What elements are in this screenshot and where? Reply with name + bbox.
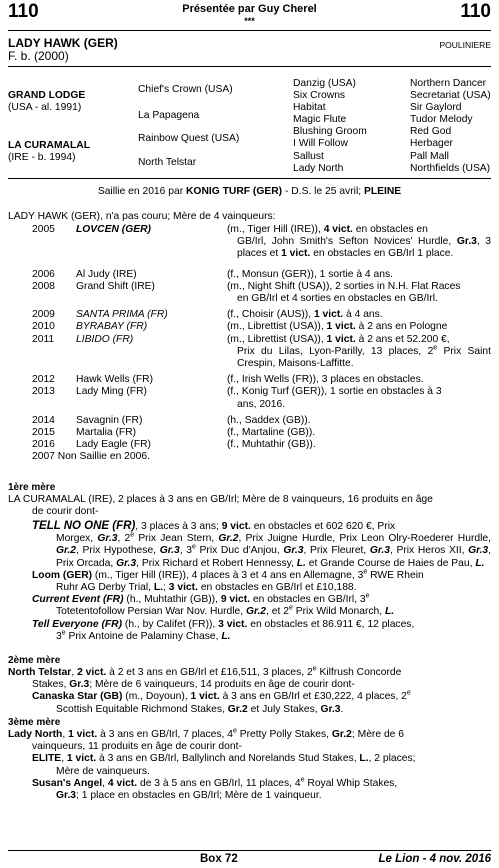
section-first-dam: 1ère mère xyxy=(8,482,56,493)
produce-name: Lady Eagle (FR) xyxy=(76,439,151,451)
produce-name: SANTA PRIMA (FR) xyxy=(76,309,168,321)
section-third-dam: 3ème mère xyxy=(8,717,61,728)
produce-row xyxy=(8,269,491,281)
second-dam-text: North Telstar, 2 vict. à 2 et 3 ans en GB/Irl et £16,511, 3 places, 2e Kilfrush Concorde Stakes, Gr.3; Mère de 6 vainqueurs, 14 produits en âge de courir dont- Canaska Star (GB) (m., Doyoun), 1 vict. à 3 ans en GB/Irl et £30,222, 4 places, 2e Scottish Equitable Richmond Stakes, Gr.2 et July Stakes, Gr.3. xyxy=(8,665,411,715)
pedigree-gen3: Lady North xyxy=(293,163,344,174)
pedigree-gen3: Sallust xyxy=(293,151,324,162)
produce-row xyxy=(8,374,491,386)
non-saillie: 2007 Non Saillie en 2006. xyxy=(32,451,150,463)
horse-desc: F. b. (2000) xyxy=(8,49,69,63)
covering-line xyxy=(0,186,499,198)
produce-row xyxy=(8,334,491,371)
produce-name: LIBIDO (FR) xyxy=(76,333,134,345)
produce-row xyxy=(8,451,491,463)
produce-year: 2005 xyxy=(32,224,55,235)
produce-year: 2014 xyxy=(32,414,55,426)
produce-desc: (f., Choisir (AUS)), 1 vict. à 4 ans. xyxy=(227,309,383,321)
produce-desc: (h., Saddex (GB)). xyxy=(227,414,311,426)
covering-status: PLEINE xyxy=(363,186,402,197)
produce-year: 2006 xyxy=(32,268,55,280)
pedigree-gen3: Magic Flute xyxy=(293,114,347,125)
sire-name: GRAND LODGE xyxy=(8,90,86,101)
pedigree-gen4: Northern Dancer xyxy=(410,78,487,89)
pedigree-gen2: Chief's Crown (USA) xyxy=(138,84,233,95)
footer-box: Box 72 xyxy=(200,853,238,865)
produce-row xyxy=(8,224,491,261)
produce-year: 2012 xyxy=(32,374,55,386)
produce-row xyxy=(8,386,491,410)
dam-name: LA CURAMALAL xyxy=(8,140,90,151)
produce-row xyxy=(8,309,491,321)
produce-desc: (f., Monsun (GER)), 1 sortie à 4 ans. xyxy=(227,268,393,280)
produce-name: Lady Ming (FR) xyxy=(76,386,147,398)
produce-desc: (f., Muhtathir (GB)). xyxy=(227,439,316,451)
third-dam-text: Lady North, 1 vict. à 3 ans en GB/Irl, 7 places, 4e Pretty Polly Stakes, Gr.2; Mère de 6 vainqueurs, 11 produits en âge de courir dont- ELITE, 1 vict. à 3 ans en GB/Irl, Ballylinch and Norelands Stud Stakes, L., 2 places; Mère de vainqueurs. Susan's Angel, 4 vict. de 3 à 5 ans en GB/Irl, 11 places, 4e Royal Whip Stakes, Gr.3; 1 place en obstacles en GB/Irl; Mère de 1 vainqueur. xyxy=(8,727,416,802)
first-dam-produce: TELL NO ONE (FR), 3 places à 3 ans; 9 vict. en obstacles et 602 620 €, Prix Morgex, Gr.3, 2e Prix Jean Stern, Gr.2, Prix Juigne Hurdle, Prix Leon Olry-Roederer Hurdle, Gr.2, Prix Hypothese, Gr.3, 3e Prix Duc d'Anjou, Gr.3, Prix Fleuret, Gr.3, Prix Heros XII, Gr.3, Prix Orcada, Gr.3, Prix Richard et Robert Hennessy, L. et Grande Course de Haies de Pau, L. Loom (GER) (m., Tiger Hill (IRE)), 4 places à 3 et 4 ans en Allemagne, 3e RWE Rhein Ruhr AG Derby Trial, L.; 3 vict. en obstacles en GB/Irl et £10,188. Current Event (FR) (h., Muhtathir (GB)), 9 vict. en obstacles en GB/Irl, 3e Totetentofollow Persian War Nov. Hurdle, Gr.2, et 2e Prix Wild Monarch, L. Tell Everyone (FR) (h., by Califet (FR)), 3 vict. en obstacles et 86.911 €, 12 places, 3e Prix Antoine de Palaminy Chase, L. xyxy=(32,520,491,642)
pedigree-gen4: Tudor Melody xyxy=(410,114,473,125)
pedigree-gen3: Danzig (USA) xyxy=(293,78,356,89)
dam-info: (IRE - b. 1994) xyxy=(8,152,76,163)
pedigree-gen4: Pall Mall xyxy=(410,151,449,162)
pedigree-gen2: La Papagena xyxy=(138,110,200,121)
pedigree-gen2: Rainbow Quest (USA) xyxy=(138,133,240,144)
produce-year: 2016 xyxy=(32,439,55,451)
produce-year: 2013 xyxy=(32,386,55,398)
produce-year: 2009 xyxy=(32,309,55,321)
produce-desc: (m., Tiger Hill (IRE)), 4 vict. en obstacles en GB/Irl, John Smith's Sefton Novices' Hurdle, Gr.3, 3 places et 1 vict. en obstacles en GB/Irl 1 place. xyxy=(227,224,491,260)
produce-desc: (f., Irish Wells (FR)), 3 places en obstacles. xyxy=(227,374,424,386)
sire-info: (USA - al. 1991) xyxy=(8,102,82,113)
produce-name: Martalia (FR) xyxy=(76,427,137,439)
pedigree-bottom-rule xyxy=(8,178,491,179)
pedigree-rule xyxy=(8,66,491,67)
produce-name: Grand Shift (IRE) xyxy=(76,280,155,292)
produce-intro: LADY HAWK (GER), n'a pas couru; Mère de 4 vainqueurs: xyxy=(8,211,276,222)
pedigree-gen3: I Will Follow xyxy=(293,138,348,149)
footer-event: Le Lion - 4 nov. 2016 xyxy=(378,853,491,865)
produce-desc: (m., Librettist (USA)), 1 vict. à 2 ans et 52.200 €, Prix du Lilas, Lyon-Parilly, 13 places, 2e Prix Saint Crespin, Maisons-Laffitte. xyxy=(227,333,491,370)
pedigree-gen4: Secretariat (USA) xyxy=(410,90,491,101)
pedigree-gen4: Sir Gaylord xyxy=(410,102,462,113)
presenter: Présentée par Guy Cherel xyxy=(182,3,317,15)
section-second-dam: 2ème mère xyxy=(8,655,61,666)
stars: *** xyxy=(244,16,255,26)
produce-name: Al Judy (IRE) xyxy=(76,268,137,280)
pedigree-gen4: Red God xyxy=(410,126,452,137)
lot-number-right: 110 xyxy=(460,1,491,22)
produce-year: 2015 xyxy=(32,427,55,439)
produce-year: 2011 xyxy=(32,333,55,345)
header-rule xyxy=(8,30,491,31)
pedigree-gen3: Habitat xyxy=(293,102,326,113)
covering-details: - D.S. le 25 avril; xyxy=(284,186,362,197)
pedigree-gen4: Northfields (USA) xyxy=(410,163,491,174)
produce-year: 2008 xyxy=(32,280,55,292)
produce-row xyxy=(8,415,491,427)
produce-year: 2010 xyxy=(32,321,55,333)
produce-name: Hawk Wells (FR) xyxy=(76,374,154,386)
produce-desc: (f., Konig Turf (GER)), 1 sortie en obstacles à 3 ans, 2016. xyxy=(227,386,442,410)
pedigree-gen2: North Telstar xyxy=(138,157,197,168)
pedigree-gen3: Six Crowns xyxy=(293,90,346,101)
produce-desc: (m., Librettist (USA)), 1 vict. à 2 ans en Pologne xyxy=(227,321,448,333)
produce-name: LOVCEN (GER) xyxy=(76,224,151,235)
covering-stallion: KONIG TURF (GER) xyxy=(186,186,283,197)
produce-name: Savagnin (FR) xyxy=(76,414,143,426)
produce-row xyxy=(8,427,491,439)
covering-prefix: Saillie en 2016 par xyxy=(97,186,184,197)
pedigree-gen4: Herbager xyxy=(410,138,453,149)
pedigree-gen3: Blushing Groom xyxy=(293,126,367,137)
produce-list xyxy=(8,224,491,464)
produce-row xyxy=(8,439,491,451)
produce-desc: (m., Night Shift (USA)), 2 sorties in N.H. Flat Races en GB/Irl et 4 sorties en obstacles en GB/Irl. xyxy=(227,280,461,305)
produce-row xyxy=(8,281,491,305)
horse-type: POULINIERE xyxy=(439,40,491,50)
produce-desc: (f., Martaline (GB)). xyxy=(227,427,316,439)
produce-row xyxy=(8,321,491,333)
horse-name: LADY HAWK (GER) xyxy=(8,36,118,50)
lot-number-left: 110 xyxy=(8,1,39,22)
footer-rule xyxy=(8,850,491,851)
produce-name: BYRABAY (FR) xyxy=(76,321,148,333)
first-dam-text: LA CURAMALAL (IRE), 2 places à 3 ans en GB/Irl; Mère de 8 vainqueurs, 16 produits en âge de courir dont- xyxy=(8,494,433,518)
